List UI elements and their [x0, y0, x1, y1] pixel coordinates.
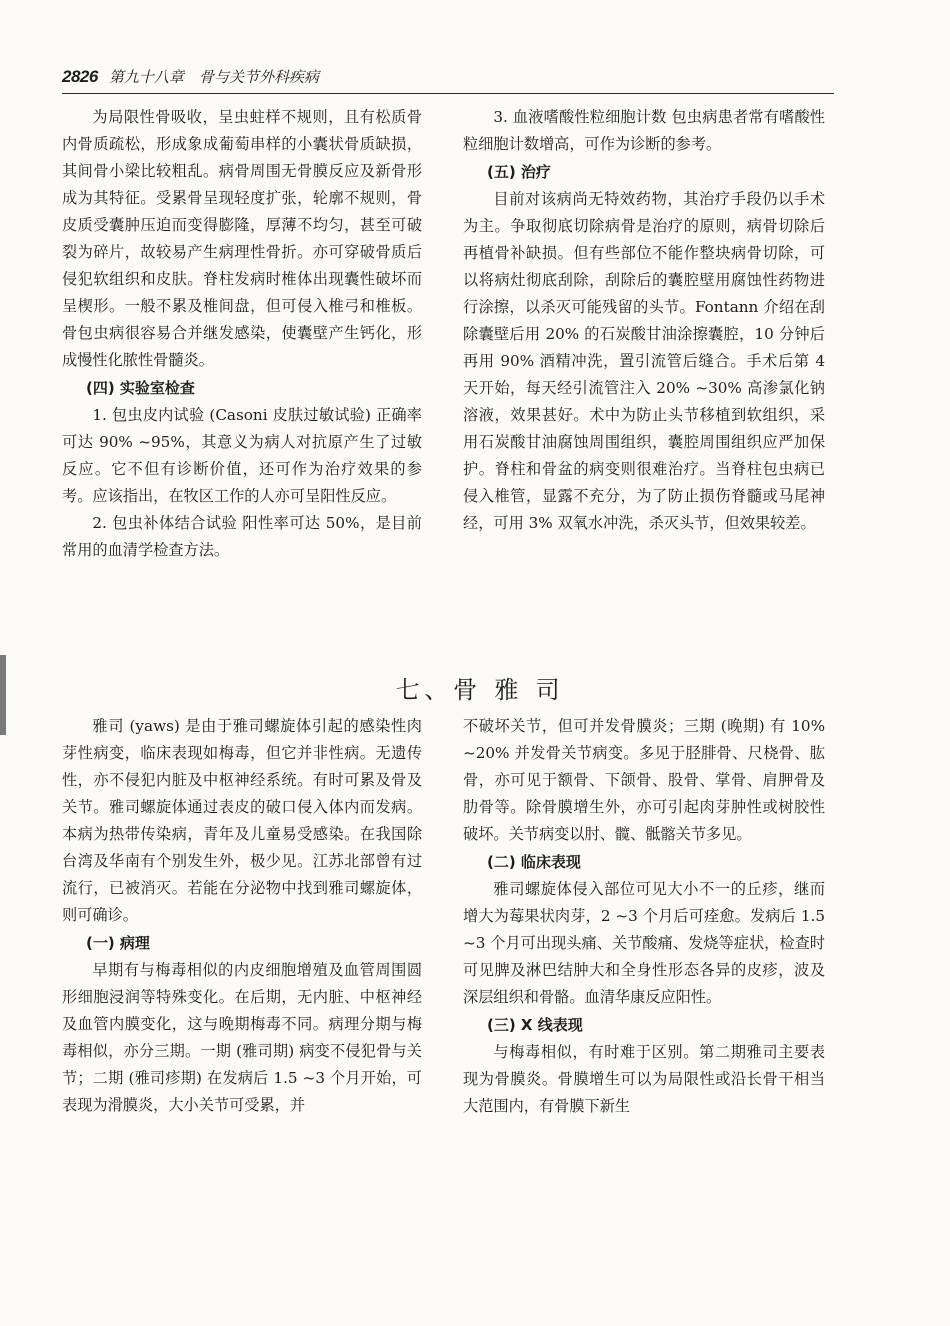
paragraph: 雅司 (yaws) 是由于雅司螺旋体引起的感染性肉芽性病变，临床表现如梅毒，但它并非性病。无遗传性，亦不侵犯内脏及中枢神经系统。有时可累及骨及关节。雅司螺旋体通过表皮的破口侵入体内而发病。本病为热带传染病，青年及儿童易受感染。在我国除台湾及华南有个别发生外，极少见。江苏北部曾有过流行，已被消灭。若能在分泌物中找到雅司螺旋体，则可确诊。 — [62, 717, 422, 924]
paragraph: 与梅毒相似，有时难于区别。第二期雅司主要表现为骨膜炎。骨膜增生可以为局限性或沿长骨干相当大范围内，有骨膜下新生 — [463, 1043, 825, 1115]
chapter-title: 骨与关节外科疾病 — [199, 68, 320, 86]
section-heading-pathology: (一) 病理 — [86, 934, 150, 952]
paragraph: 早期有与梅毒相似的内皮细胞增殖及血管周围圆形细胞浸润等特殊变化。在后期，无内脏、中枢神经及血管内膜变化，这与晚期梅毒不同。病理分期与梅毒相似，亦分三期。一期 (雅司期) 病变不侵犯骨与关节；二期 (雅司疹期) 在发病后 1.5 ~3 个月开始，可表现为滑膜炎，大小关节可受累，并 — [62, 961, 422, 1114]
paragraph: 2. 包虫补体结合试验 阳性率可达 50%，是目前常用的血清学检查方法。 — [62, 514, 422, 559]
paragraph: 3. 血液嗜酸性粒细胞计数 包虫病患者常有嗜酸性粒细胞计数增高，可作为诊断的参考。 — [463, 108, 825, 153]
section-heading-clinical: (二) 临床表现 — [487, 853, 581, 871]
paragraph: 为局限性骨吸收，呈虫蛀样不规则，且有松质骨内骨质疏松，形成象成葡萄串样的小囊状骨质缺损，其间骨小梁比较粗乱。病骨周围无骨膜反应及新骨形成为其特征。受累骨呈现轻度扩张，轮廓不规则，骨皮质受囊肿压迫而变得膨隆，厚薄不均匀，甚至可破裂为碎片，故较易产生病理性骨折。亦可穿破骨质后侵犯软组织和皮肤。脊柱发病时椎体出现囊性破坏而呈楔形。一般不累及椎间盘，但可侵入椎弓和椎板。骨包虫病很容易合并继发感染，使囊壁产生钙化，形成慢性化脓性骨髓炎。 — [62, 108, 422, 369]
section-heading-treatment: (五) 治疗 — [487, 163, 551, 181]
bottom-left-column — [62, 713, 422, 1119]
top-right-column — [463, 104, 825, 537]
section-heading-lab-tests: (四) 实验室检查 — [86, 379, 195, 397]
paragraph: 目前对该病尚无特效药物，其治疗手段仍以手术为主。争取彻底切除病骨是治疗的原则，病骨切除后再植骨补缺损。但有些部位不能作整块病骨切除，可以将病灶彻底刮除，刮除后的囊腔壁用腐蚀性药物进行涂擦，以杀灭可能残留的头节。Fontann 介绍在刮除囊壁后用 20% 的石炭酸甘油涂擦囊腔，10 分钟后再用 90% 酒精冲洗，置引流管后缝合。手术后第 4 天开始，每天经引流管注入 20% ~30% 高渗氯化钠溶液，效果甚好。术中为防止头节移植到软组织，采用石炭酸甘油腐蚀周围组织，囊腔周围组织应严加保护。脊柱和骨盆的病变则很难治疗。当脊柱包虫病已侵入椎管，显露不充分，为了防止损伤脊髓或马尾神经，可用 3% 双氧水冲洗，杀灭头节，但效果较差。 — [463, 190, 825, 532]
paragraph: 1. 包虫皮内试验 (Casoni 皮肤过敏试验) 正确率可达 90% ~95%，其意义为病人对抗原产生了过敏反应。它不但有诊断价值，还可作为治疗效果的参考。应该指出，在牧区工作的人亦可呈阳性反应。 — [62, 406, 422, 505]
section-title: 七、骨 雅 司 — [395, 676, 565, 704]
page-number: 2826 — [62, 67, 98, 86]
margin-mark — [0, 655, 6, 735]
chapter-label: 第九十八章 — [108, 68, 184, 86]
paragraph: 雅司螺旋体侵入部位可见大小不一的丘疹，继而增大为莓果状肉芽，2 ~3 个月后可痊愈。发病后 1.5 ~3 个月可出现头痛、关节酸痛、发烧等症状，检查时可见脾及淋巴结肿大和全身性形态各异的皮疹，波及深层组织和骨骼。血清华康反应阳性。 — [463, 880, 825, 1006]
bottom-right-column — [463, 713, 825, 1120]
top-left-column — [62, 104, 422, 564]
page-header — [62, 66, 832, 92]
header-rule — [62, 93, 834, 94]
section-heading-xray: (三) X 线表现 — [487, 1016, 583, 1034]
paragraph: 不破坏关节，但可并发骨膜炎；三期 (晚期) 有 10% ~20% 并发骨关节病变。多见于胫腓骨、尺桡骨、肱骨，亦可见于额骨、下颌骨、股骨、掌骨、肩胛骨及肋骨等。除骨膜增生外，亦可引起肉芽肿性或树胶性破坏。关节病变以肘、髋、骶髂关节多见。 — [463, 717, 825, 843]
